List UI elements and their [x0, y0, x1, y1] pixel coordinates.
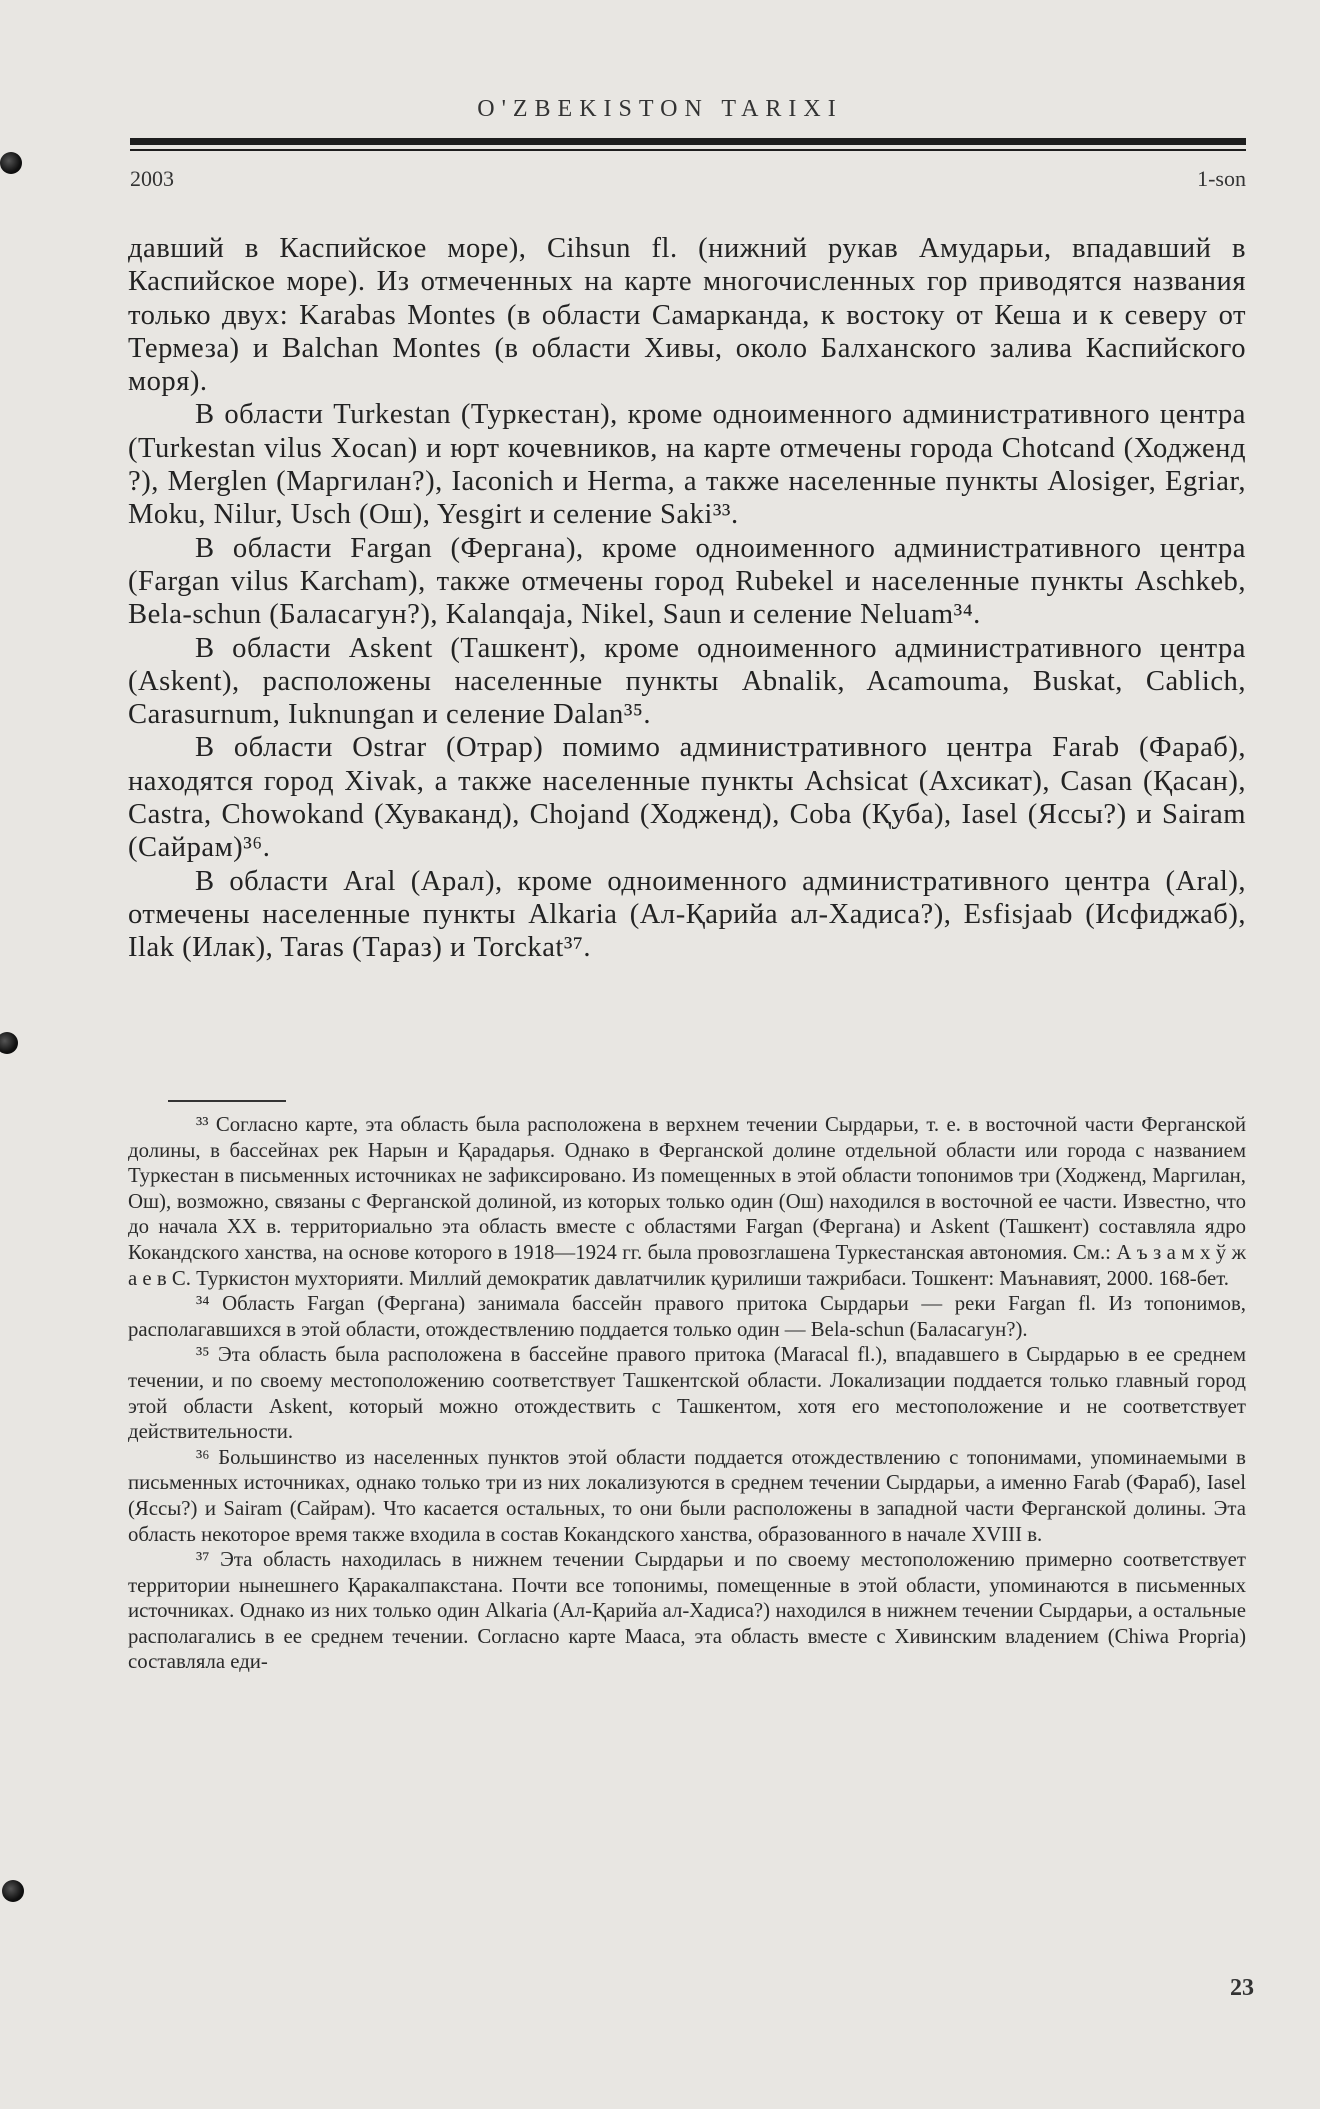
punch-hole-top [0, 152, 22, 174]
footnotes [128, 1112, 1246, 1675]
paragraph-aral: В области Aral (Арал), кроме одноименного административного центра (Aral), отмечены населенные пункты Alkaria (Ал-Қарийа ал-Хадиса?), Esfisjaab (Исфиджаб), Ilak (Илак), Taras (Тараз) и Torckat³⁷. [128, 865, 1246, 964]
footnote-33: ³³ Согласно карте, эта область была расположена в верхнем течении Сырдарьи, т. е. в восточной части Ферганской долины, в бассейнах рек Нарын и Қарадарья. Однако в Ферганской долине отдельной области или города с названием Туркестан в письменных источниках не зафиксировано. Из помещенных в этой области топонимов три (Ходженд, Маргилан, Ош), возможно, связаны с Ферганской долиной, из которых только один (Ош) находился в восточной ее части. Известно, что до начала XX в. территориально эта область вместе с областями Fargan (Фергана) и Askent (Ташкент) составляла ядро Кокандского ханства, на основе которого в 1918—1924 гг. была провозглашена Туркестанская автономия. См.: А ъ з а м х ў ж а е в С. Туркистон мухторияти. Миллий демократик давлатчилик қурилиши тажрибаси. Тошкент: Маънавият, 2000. 168-бет. [128, 1113, 1246, 1290]
paragraph-turkestan: В области Turkestan (Туркестан), кроме одноименного административного центра (Turkestan vilus Xocan) и юрт кочевников, на карте отмечены города Chotcand (Ходженд ?), Merglen (Маргилан?), Iaconich и Herma, а также населенные пункты Alosiger, Egriar, Moku, Nilur, Usch (Ош), Yesgirt и селение Saki³³. [128, 399, 1246, 531]
page-number: 23 [1230, 1975, 1254, 2001]
body-text [128, 232, 1246, 965]
footnote-34: ³⁴ Область Fargan (Фергана) занимала бассейн правого притока Сырдарьи — реки Fargan fl. Из топонимов, располагавшихся в этой области, отождествлению поддается только один — Bela-schun (Баласагун?). [128, 1292, 1246, 1341]
footnote-separator [168, 1100, 286, 1102]
punch-hole-middle [0, 1032, 18, 1054]
issue-year: 2003 [130, 166, 174, 191]
paragraph-continuation: давший в Каспийское море), Cihsun fl. (нижний рукав Амударьи, впадавший в Каспийское море). Из отмеченных на карте многочисленных гор приводятся названия только двух: Karabas Montes (в области Самарканда, к востоку от Кеша и к северу от Термеза) и Balchan Montes (в области Хивы, около Балханского залива Каспийского моря). [128, 233, 1246, 398]
punch-hole-bottom [2, 1880, 24, 1902]
paragraph-askent: В области Askent (Ташкент), кроме одноименного административного центра (Askent), расположены населенные пункты Abnalik, Acamouma, Buskat, Cablich, Carasurnum, Iuknungan и селение Dalan³⁵. [128, 632, 1246, 731]
header-rule-thin [130, 149, 1246, 151]
footnote-36: ³⁶ Большинство из населенных пунктов этой области поддается отождествлению с топонимами, упоминаемыми в письменных источниках, однако только три из них локализуются в среднем течении Сырдарьи, а именно Farab (Фараб), Iasel (Яссы?) и Sairam (Сайрам). Что касается остальных, то они были расположены в западной части Ферганской долины. Эта область некоторое время также входила в состав Кокандского ханства, образованного в начале XVIII в. [128, 1445, 1246, 1546]
footnote-37: ³⁷ Эта область находилась в нижнем течении Сырдарьи и по своему местоположению примерно соответствует территории нынешнего Қаракалпакстана. Почти все топонимы, помещенные в этой области, упоминаются в письменных источниках. Однако из них только один Alkaria (Ал-Қарийа ал-Хадиса?) находился в нижнем течении Сырдарьи, а остальные располагались в ее среднем течении. Согласно карте Мааса, эта область вместе с Хивинским владением (Chiwa Propria) составляла еди- [128, 1548, 1246, 1674]
journal-title: O'ZBEKISTON TARIXI [477, 96, 843, 122]
header-rule-thick [130, 138, 1246, 145]
paragraph-fargan: В области Fargan (Фергана), кроме одноименного административного центра (Fargan vilus Karcham), также отмечены город Rubekel и населенные пункты Aschkeb, Bela-schun (Баласагун?), Kalanqaja, Nikel, Saun и селение Neluam³⁴. [128, 532, 1246, 631]
paragraph-ostrar: В области Ostrar (Отрар) помимо административного центра Farab (Фараб), находятся город Xivak, а также населенные пункты Achsicat (Ахсикат), Casan (Қасан), Castra, Chowokand (Хуваканд), Chojand (Ходженд), Coba (Қуба), Iasel (Яссы?) и Sairam (Сайрам)³⁶. [128, 732, 1246, 864]
footnote-35: ³⁵ Эта область была расположена в бассейне правого притока (Maracal fl.), впадавшего в Сырдарью в ее среднем течении, и по своему местоположению соответствует Ташкентской области. Локализации поддается только главный город этой области Askent, который можно отождествить с Ташкентом, хотя его местоположение и не соответствует действительности. [128, 1343, 1246, 1444]
issue-number: 1-son [1197, 166, 1246, 191]
